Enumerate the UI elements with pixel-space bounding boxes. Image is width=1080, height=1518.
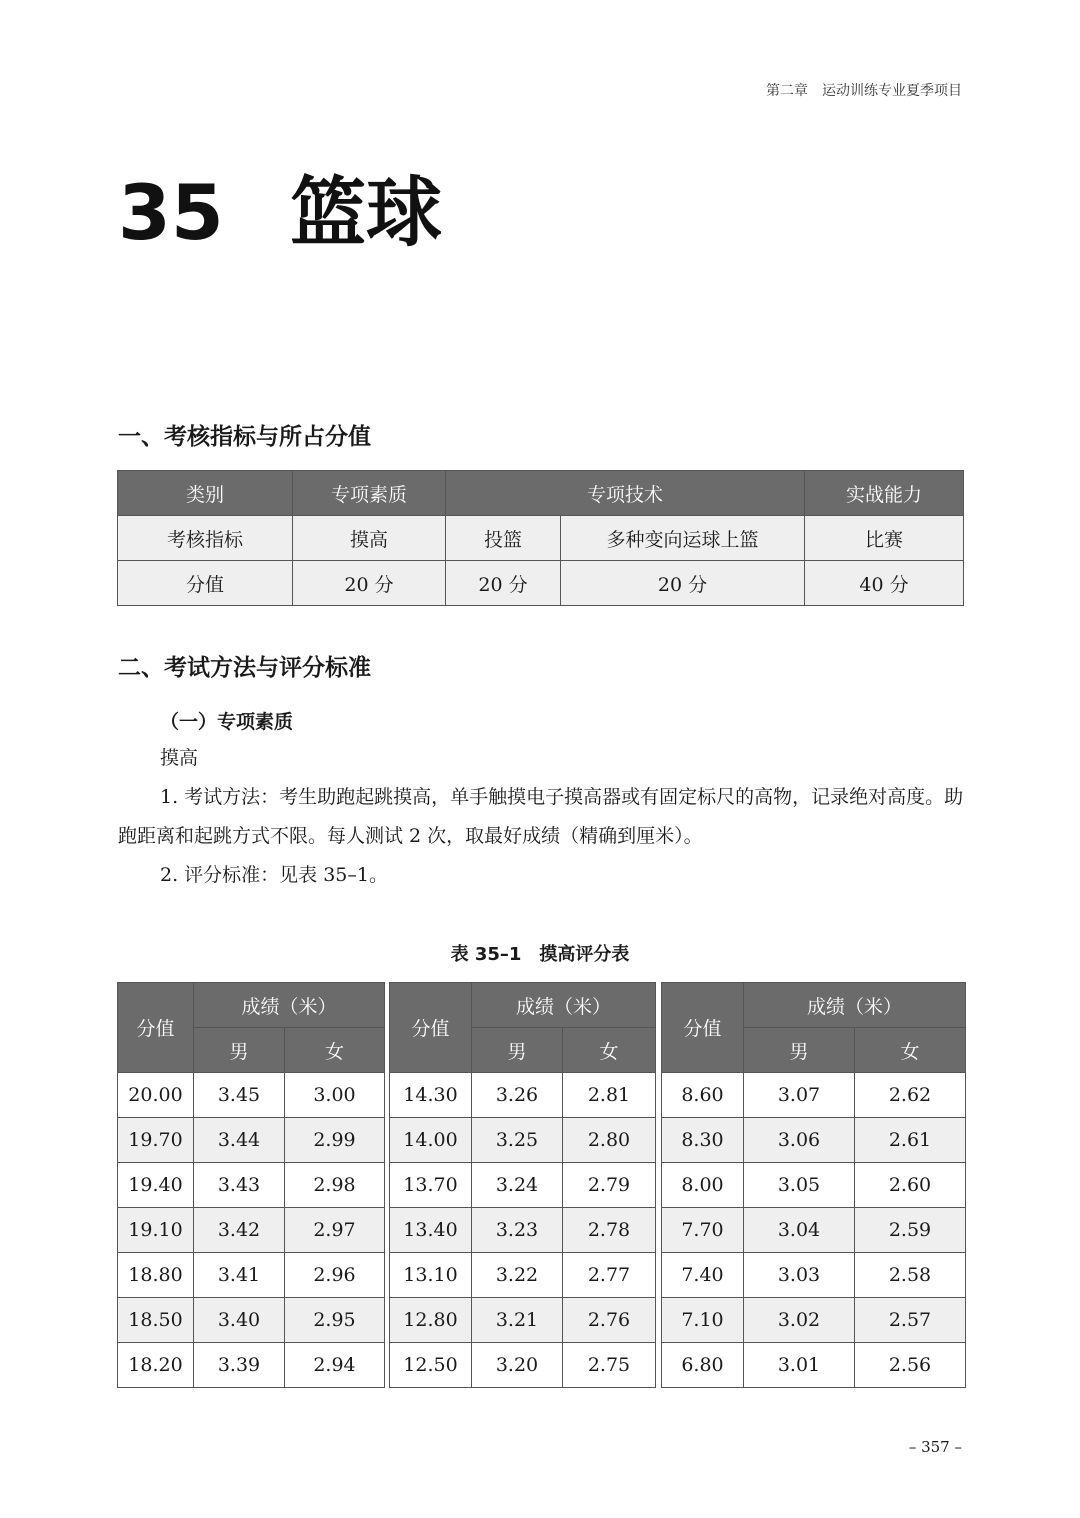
- table-row: [390, 1208, 656, 1253]
- col-result-header: 成绩（米）: [472, 983, 656, 1028]
- male-result-cell: 3.43: [194, 1163, 285, 1208]
- col-result-header: 成绩（米）: [194, 983, 385, 1028]
- female-result-cell: 2.78: [563, 1208, 656, 1253]
- col-score-header: 分值: [118, 983, 194, 1073]
- female-result-cell: 2.60: [855, 1163, 966, 1208]
- table-row: [390, 1253, 656, 1298]
- male-result-cell: 3.42: [194, 1208, 285, 1253]
- table-row: [662, 1298, 966, 1343]
- female-result-cell: 2.76: [563, 1298, 656, 1343]
- col-female-header: 女: [855, 1028, 966, 1073]
- male-result-cell: 3.06: [744, 1118, 855, 1163]
- female-result-cell: 2.97: [285, 1208, 385, 1253]
- female-result-cell: 2.61: [855, 1118, 966, 1163]
- col-female-header: 女: [285, 1028, 385, 1073]
- method-paragraph: 1. 考试方法：考生助跑起跳摸高，单手触摸电子摸高器或有固定标尺的高物，记录绝对高度。助跑距离和起跳方式不限。每人测试 2 次，取最好成绩（精确到厘米）。: [118, 786, 964, 847]
- score-cell: 19.10: [118, 1208, 194, 1253]
- female-result-cell: 2.98: [285, 1163, 385, 1208]
- score-cell: 8.30: [662, 1118, 744, 1163]
- score-cell: 13.40: [390, 1208, 472, 1253]
- female-result-cell: 2.99: [285, 1118, 385, 1163]
- table-cell: 20 分: [446, 561, 561, 606]
- score-cell: 7.10: [662, 1298, 744, 1343]
- col-female-header: 女: [563, 1028, 656, 1073]
- indicator-table-header: [118, 471, 964, 516]
- table-cell: 摸高: [293, 516, 446, 561]
- male-result-cell: 3.26: [472, 1073, 563, 1118]
- table-row: [118, 1298, 385, 1343]
- male-result-cell: 3.05: [744, 1163, 855, 1208]
- male-result-cell: 3.07: [744, 1073, 855, 1118]
- score-cell: 8.00: [662, 1163, 744, 1208]
- header-cell: 实战能力: [805, 471, 964, 516]
- female-result-cell: 2.81: [563, 1073, 656, 1118]
- score-cell: 19.70: [118, 1118, 194, 1163]
- score-cell: 12.50: [390, 1343, 472, 1388]
- score-table-block: [117, 982, 385, 1388]
- score-cell: 14.00: [390, 1118, 472, 1163]
- table-row: [390, 1163, 656, 1208]
- female-result-cell: 2.57: [855, 1298, 966, 1343]
- table-row: [118, 1343, 385, 1388]
- table-row: [390, 1298, 656, 1343]
- table-row: [118, 1208, 385, 1253]
- score-cell: 7.40: [662, 1253, 744, 1298]
- col-result-header: 成绩（米）: [744, 983, 966, 1028]
- score-cell: 14.30: [390, 1073, 472, 1118]
- male-result-cell: 3.23: [472, 1208, 563, 1253]
- table-row: [118, 1118, 385, 1163]
- female-result-cell: 2.96: [285, 1253, 385, 1298]
- female-result-cell: 2.59: [855, 1208, 966, 1253]
- table-cell: 20 分: [561, 561, 805, 606]
- male-result-cell: 3.01: [744, 1343, 855, 1388]
- header-cell: 专项素质: [293, 471, 446, 516]
- page-number: – 357 –: [908, 1438, 962, 1456]
- male-result-cell: 3.20: [472, 1343, 563, 1388]
- score-value-row: [118, 561, 964, 606]
- indicator-row: [118, 516, 964, 561]
- section2-heading: 二、考试方法与评分标准: [118, 654, 371, 681]
- table-row: [662, 1163, 966, 1208]
- score-cell: 6.80: [662, 1343, 744, 1388]
- male-result-cell: 3.41: [194, 1253, 285, 1298]
- table-row: [118, 1253, 385, 1298]
- score-cell: 7.70: [662, 1208, 744, 1253]
- male-result-cell: 3.03: [744, 1253, 855, 1298]
- table-row: [118, 1163, 385, 1208]
- table-row: [390, 1343, 656, 1388]
- section1-heading: 一、考核指标与所占分值: [118, 423, 371, 450]
- header-cell: 专项技术: [446, 471, 805, 516]
- male-result-cell: 3.25: [472, 1118, 563, 1163]
- table-row: [662, 1253, 966, 1298]
- score-table-block: [661, 982, 966, 1388]
- chapter-title: [118, 168, 442, 258]
- table-cell: 分值: [118, 561, 293, 606]
- table-cell: 20 分: [293, 561, 446, 606]
- running-head: 第二章 运动训练专业夏季项目: [766, 83, 962, 99]
- score-cell: 19.40: [118, 1163, 194, 1208]
- female-result-cell: 3.00: [285, 1073, 385, 1118]
- col-male-header: 男: [744, 1028, 855, 1073]
- table-row: [662, 1073, 966, 1118]
- score-cell: 18.80: [118, 1253, 194, 1298]
- score-cell: 18.20: [118, 1343, 194, 1388]
- table-row: [662, 1343, 966, 1388]
- male-result-cell: 3.45: [194, 1073, 285, 1118]
- score-cell: 13.70: [390, 1163, 472, 1208]
- table-row: [662, 1118, 966, 1163]
- table-cell: 多种变向运球上篮: [561, 516, 805, 561]
- table-cell: 40 分: [805, 561, 964, 606]
- female-result-cell: 2.80: [563, 1118, 656, 1163]
- indicator-table: [117, 470, 964, 606]
- female-result-cell: 2.75: [563, 1343, 656, 1388]
- col-male-header: 男: [472, 1028, 563, 1073]
- col-male-header: 男: [194, 1028, 285, 1073]
- table-row: [118, 1073, 385, 1118]
- score-cell: 13.10: [390, 1253, 472, 1298]
- score-table-block: [389, 982, 656, 1388]
- female-result-cell: 2.62: [855, 1073, 966, 1118]
- col-score-header: 分值: [390, 983, 472, 1073]
- table-cell: 考核指标: [118, 516, 293, 561]
- score-cell: 12.80: [390, 1298, 472, 1343]
- chapter-name: 篮球: [290, 168, 442, 257]
- female-result-cell: 2.77: [563, 1253, 656, 1298]
- subsection-heading: （一）专项素质: [160, 711, 294, 733]
- male-result-cell: 3.44: [194, 1118, 285, 1163]
- female-result-cell: 2.94: [285, 1343, 385, 1388]
- male-result-cell: 3.40: [194, 1298, 285, 1343]
- female-result-cell: 2.79: [563, 1163, 656, 1208]
- table-cell: 投篮: [446, 516, 561, 561]
- male-result-cell: 3.04: [744, 1208, 855, 1253]
- male-result-cell: 3.22: [472, 1253, 563, 1298]
- male-result-cell: 3.39: [194, 1343, 285, 1388]
- female-result-cell: 2.95: [285, 1298, 385, 1343]
- score-cell: 20.00: [118, 1073, 194, 1118]
- table-caption: 表 35–1 摸高评分表: [450, 944, 630, 965]
- male-result-cell: 3.24: [472, 1163, 563, 1208]
- female-result-cell: 2.56: [855, 1343, 966, 1388]
- item-title: 摸高: [160, 747, 199, 769]
- chapter-number: 35: [118, 168, 224, 257]
- score-cell: 8.60: [662, 1073, 744, 1118]
- table-row: [390, 1073, 656, 1118]
- standard-paragraph: 2. 评分标准：见表 35–1。: [160, 864, 388, 886]
- male-result-cell: 3.21: [472, 1298, 563, 1343]
- col-score-header: 分值: [662, 983, 744, 1073]
- female-result-cell: 2.58: [855, 1253, 966, 1298]
- header-cell: 类别: [118, 471, 293, 516]
- male-result-cell: 3.02: [744, 1298, 855, 1343]
- table-row: [390, 1118, 656, 1163]
- score-cell: 18.50: [118, 1298, 194, 1343]
- table-cell: 比赛: [805, 516, 964, 561]
- table-row: [662, 1208, 966, 1253]
